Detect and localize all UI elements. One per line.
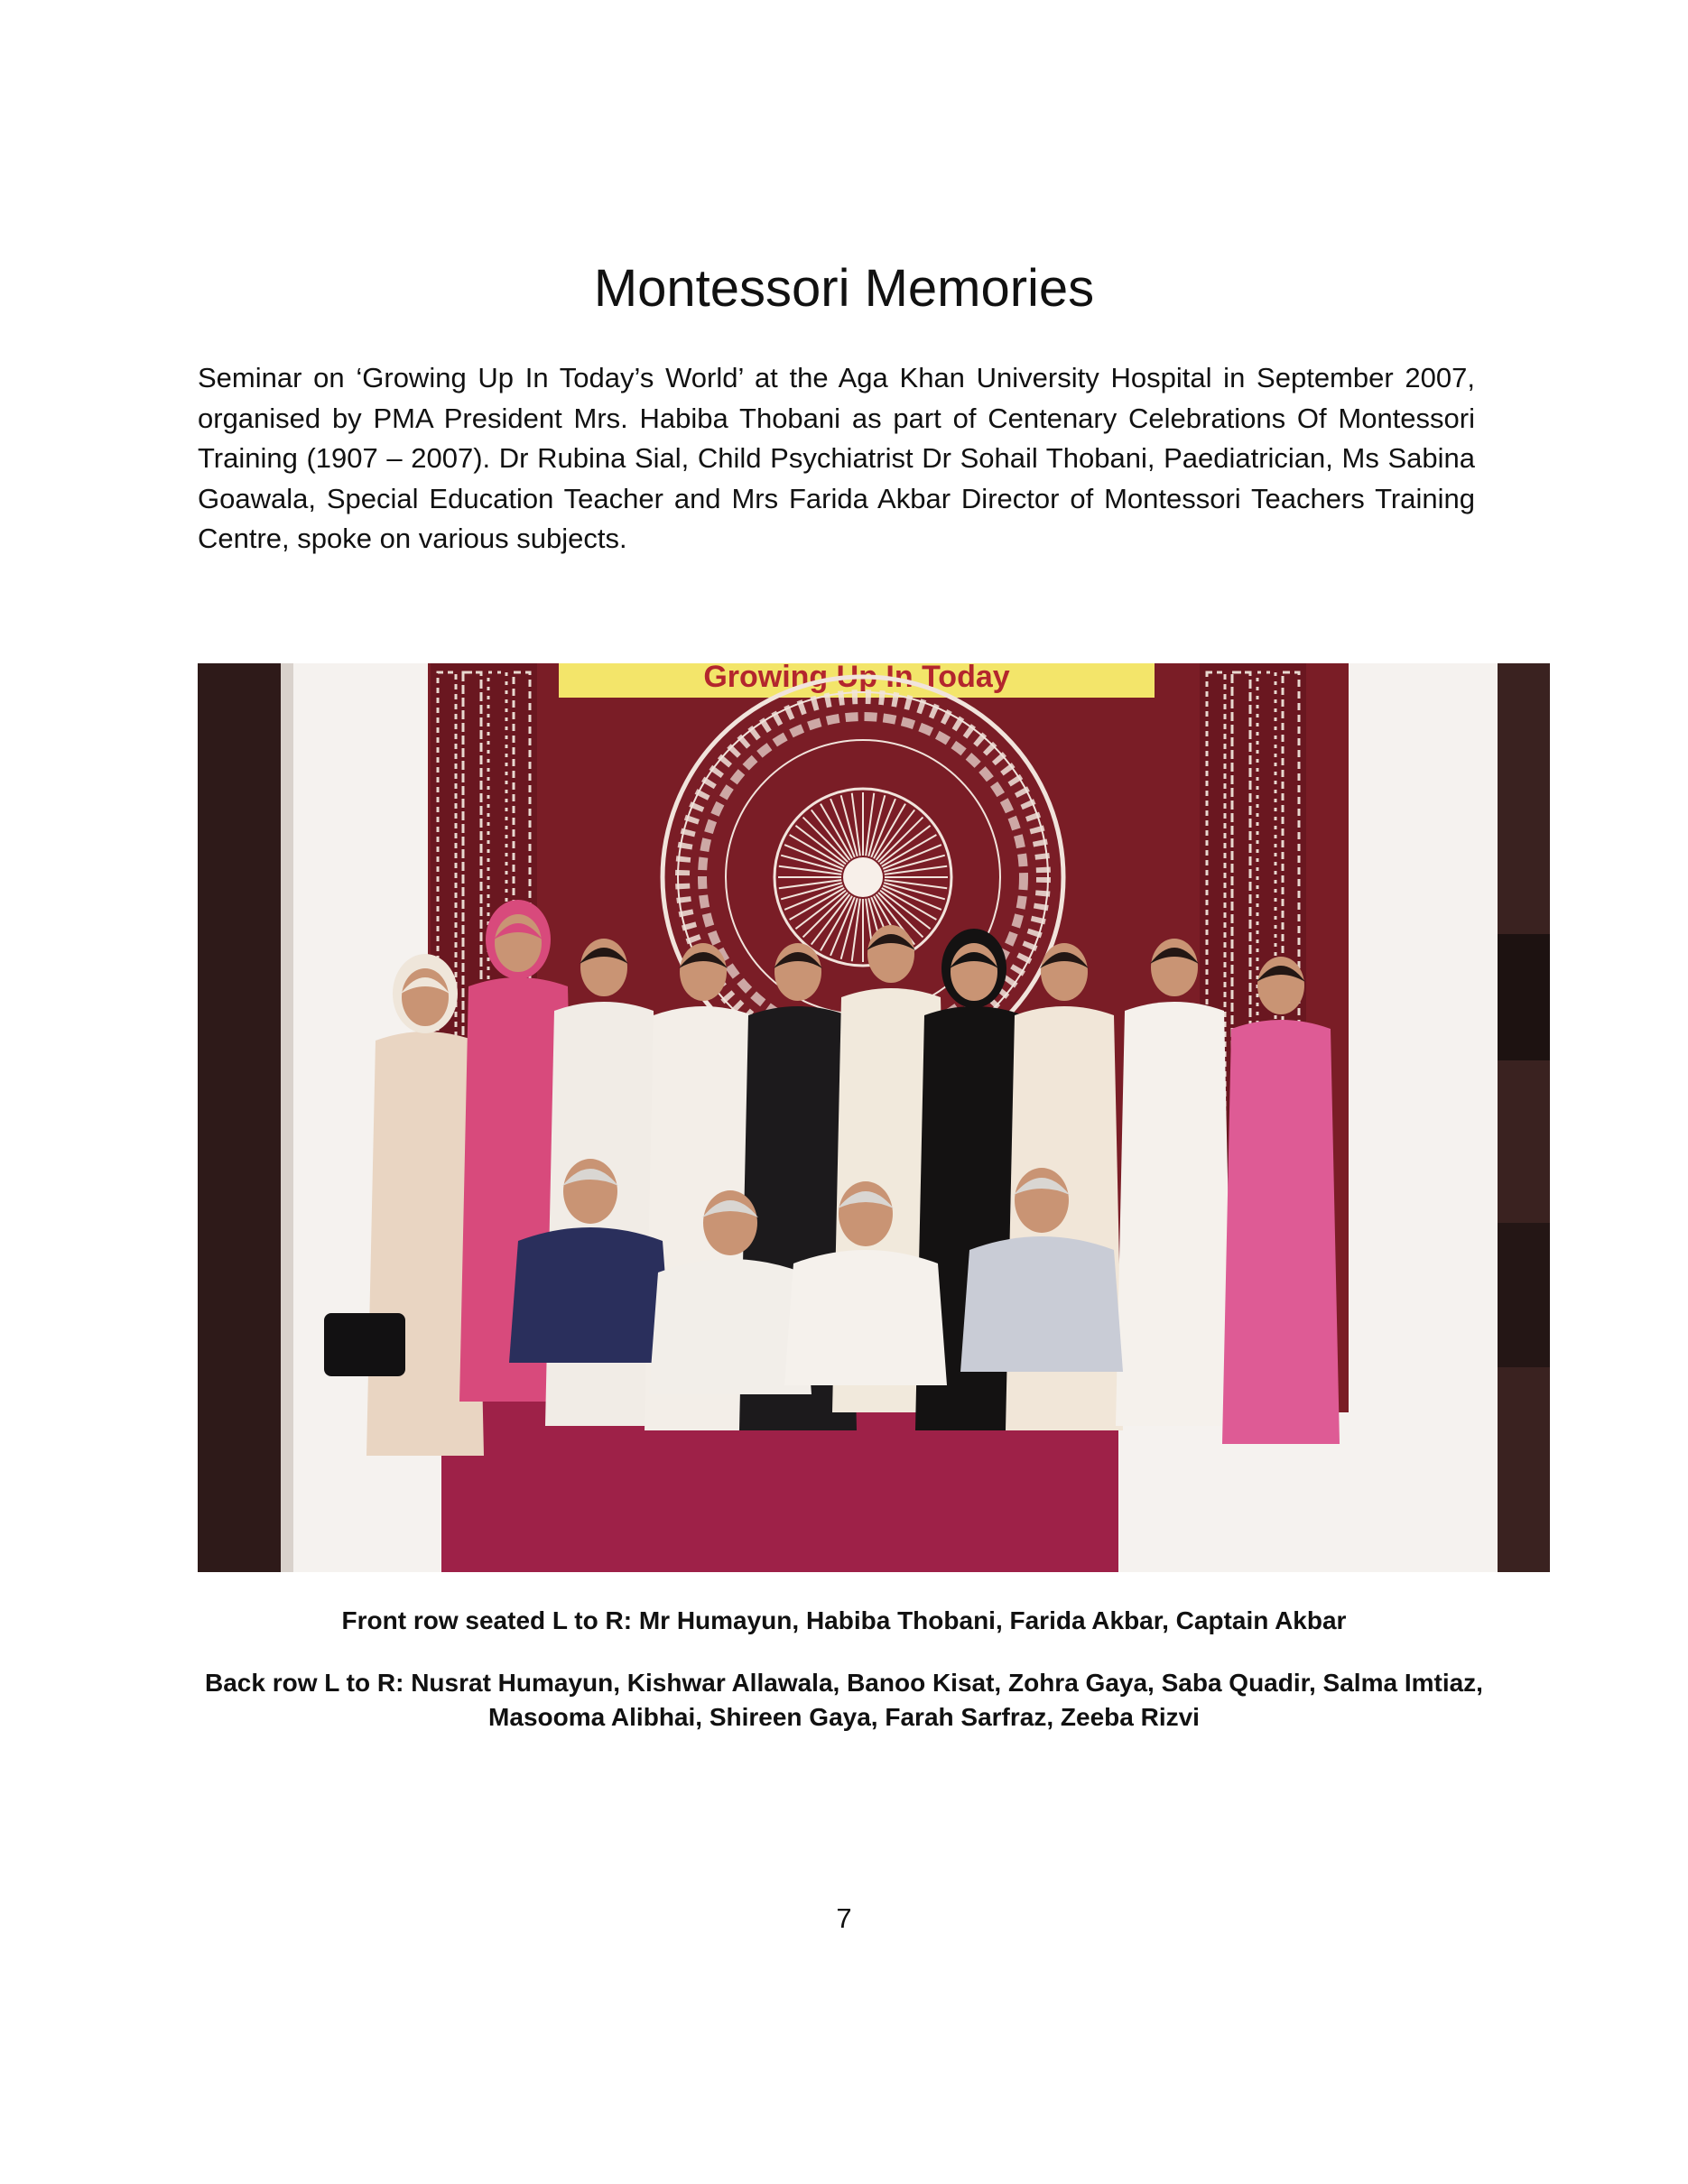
page-title: Montessori Memories	[593, 259, 1095, 318]
right-curtain	[1498, 663, 1550, 1572]
caption-front-row: Front row seated L to R: Mr Humayun, Habiba Thobani, Farida Akbar, Captain Akbar	[341, 1606, 1347, 1634]
standing-person	[1222, 957, 1340, 1444]
left-curtain	[198, 663, 281, 1572]
caption-back-row: Back row L to R: Nusrat Humayun, Kishwar Allawala, Banoo Kisat, Zohra Gaya, Saba Quadir, Salma Imtiaz, Masooma Alibhai, Shireen Gaya, Farah Sarfraz, Zeeba Rizvi	[205, 1669, 1483, 1731]
standing-person	[1116, 939, 1233, 1426]
page-number: 7	[836, 1902, 852, 1934]
group-photo	[198, 663, 1550, 1572]
handbag	[324, 1313, 405, 1376]
intro-paragraph: Seminar on ‘Growing Up In Today’s World’ at the Aga Khan University Hospital in September 2007, organised by PMA President Mrs. Habiba Thobani as part of Centenary Celebrations Of Montessori Training (1907 – 2007). Dr Rubina Sial, Child Psychiatrist Dr Sohail Thobani, Paediatrician, Ms Sabina Goawala, Special Education Teacher and Mrs Farida Akbar Director of Montessori Teachers Training Centre, spoke on various subjects.	[198, 362, 1475, 554]
banner-text: Growing Up In Today	[703, 663, 1010, 694]
